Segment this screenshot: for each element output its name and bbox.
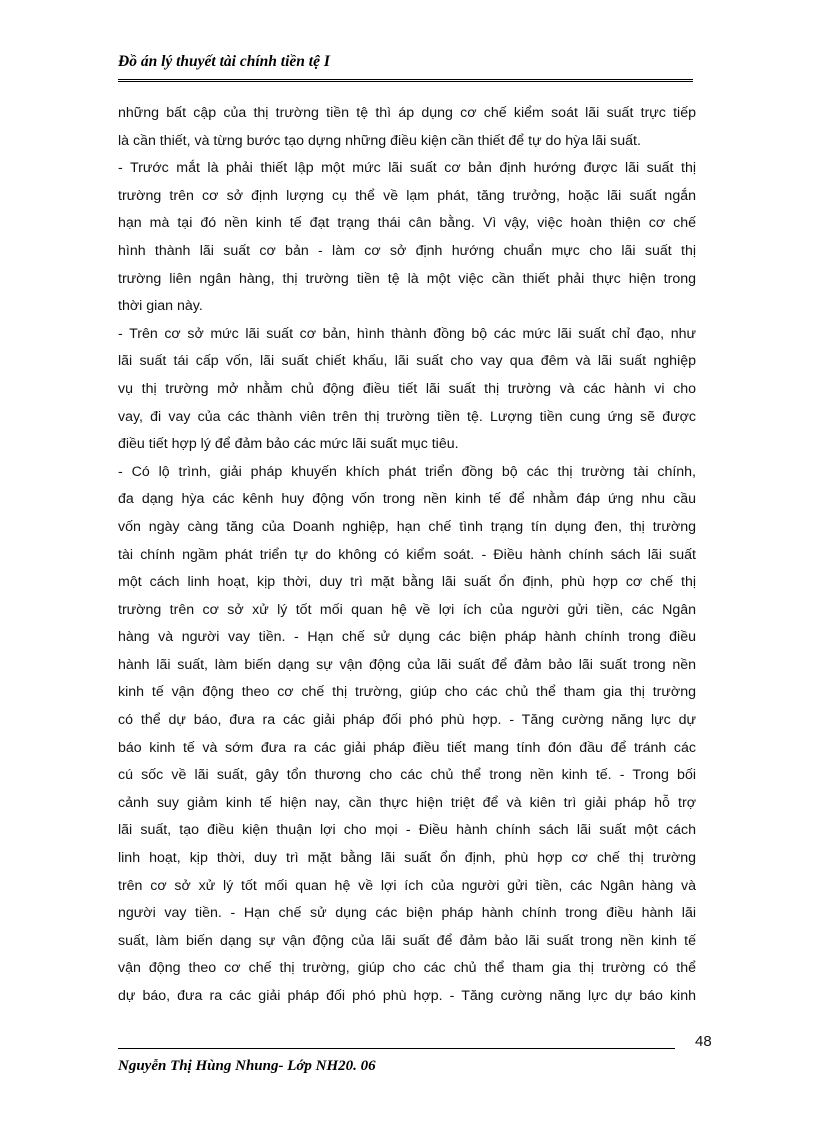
text-line: cú sốc về lãi suất, gây tổn thương cho các chủ thể trong nền kinh tế. - Trong bối (118, 767, 696, 784)
body-text (118, 100, 696, 1011)
text-line: vốn ngày càng tăng của Doanh nghiệp, hạn chế tình trạng tín dụng đen, thị trường (118, 518, 696, 535)
text-line: - Có lộ trình, giải pháp khuyến khích phát triển đồng bộ các thị trường tài chính, (118, 463, 696, 480)
text-line: linh hoạt, kịp thời, duy trì mặt bằng lãi suất ổn định, phù hợp cơ chế thị trường (118, 850, 696, 867)
text-line: cảnh suy giảm kinh tế hiện nay, cần thực hiện triệt để và kiên trì giải pháp hỗ trợ (118, 794, 696, 811)
text-line: hạn mà tại đó nền kinh tế đạt trạng thái cân bằng. Vì vậy, việc hoàn thiện cơ chế (118, 215, 696, 232)
footer-rule (118, 1048, 675, 1049)
text-line: kinh tế vận động theo cơ chế thị trường, giúp cho các chủ thể tham gia thị trường (118, 684, 696, 701)
header-rule (118, 79, 693, 82)
text-line: hình thành lãi suất cơ bản - làm cơ sở định hướng chuẩn mực cho lãi suất thị (118, 242, 696, 259)
text-line: lãi suất, tạo điều kiện thuận lợi cho mọi - Điều hành chính sách lãi suất một cách (118, 822, 696, 839)
text-line: điều tiết hợp lý để đảm bảo các mức lãi suất mục tiêu. (118, 436, 459, 453)
text-line: đa dạng hỳa các kênh huy động vốn trong nền kinh tế để nhằm đáp ứng nhu cầu (118, 491, 696, 508)
text-line: có thể dự báo, đưa ra các giải pháp đối phó phù hợp. - Tăng cường năng lực dự (118, 712, 696, 729)
text-line: báo kinh tế và sớm đưa ra các giải pháp điều tiết mang tính đón đầu để tránh các (118, 739, 696, 756)
text-line: hàng và người vay tiền. - Hạn chế sử dụng các biện pháp hành chính trong điều (118, 629, 696, 646)
text-line: là cần thiết, và từng bước tạo dựng những điều kiện cần thiết để tự do hỳa lãi suất. (118, 132, 641, 149)
text-line: trường trên cơ sở định lượng cụ thể về lạm phát, tăng trưởng, hoặc lãi suất ngắn (118, 187, 696, 204)
page-number: 48 (695, 1033, 712, 1050)
text-line: vay, đi vay của các thành viên trên thị trường tiền tệ. Lượng tiền cung ứng sẽ được (118, 408, 696, 425)
text-line: người vay tiền. - Hạn chế sử dụng các biện pháp hành chính trong điều hành lãi (118, 905, 696, 922)
text-line: - Trước mắt là phải thiết lập một mức lãi suất cơ bản định hướng được lãi suất thị (118, 160, 696, 177)
text-line: hành lãi suất, làm biến dạng sự vận động của lãi suất để đảm bảo lãi suất trong nền (118, 656, 696, 673)
header-title: Đồ án lý thuyết tài chính tiền tệ I (118, 53, 330, 70)
text-line: vận động theo cơ chế thị trường, giúp cho các chủ thể tham gia thị trường có thể (118, 960, 696, 977)
text-line: một cách linh hoạt, kịp thời, duy trì mặt bằng lãi suất ổn định, phù hợp cơ chế thị (118, 574, 696, 591)
text-line: tài chính ngầm phát triển tự do không có kiểm soát. - Điều hành chính sách lãi suất (118, 546, 696, 563)
text-line: trường liên ngân hàng, thị trường tiền tệ là một việc cần thiết phải thực hiện trong (118, 270, 696, 287)
text-line: những bất cập của thị trường tiền tệ thì áp dụng cơ chế kiểm soát lãi suất trực tiếp (118, 105, 696, 121)
page-header (118, 52, 690, 72)
text-line: lãi suất tái cấp vốn, lãi suất chiết khấu, lãi suất cho vay qua đêm và lãi suất nghiệp (118, 353, 696, 370)
text-line: suất, làm biến dạng sự vận động của lãi suất để đảm bảo lãi suất trong nền kinh tế (118, 932, 696, 949)
text-line: vụ thị trường mở nhằm chủ động điều tiết lãi suất thị trường và các hành vi cho (118, 380, 696, 397)
text-line: thời gian này. (118, 298, 203, 315)
text-line: - Trên cơ sở mức lãi suất cơ bản, hình thành đồng bộ các mức lãi suất chỉ đạo, như (118, 325, 696, 342)
text-line: trên cơ sở xử lý tốt mối quan hệ về lợi ích của người gửi tiền, các Ngân hàng và (118, 877, 696, 894)
text-line: dự báo, đưa ra các giải pháp đối phó phù hợp. - Tăng cường năng lực dự báo kinh (118, 988, 696, 1004)
text-line: trường trên cơ sở xử lý tốt mối quan hệ về lợi ích của người gửi tiền, các Ngân (118, 601, 696, 618)
footer-author: Nguyễn Thị Hùng Nhung- Lớp NH20. 06 (118, 1058, 376, 1074)
